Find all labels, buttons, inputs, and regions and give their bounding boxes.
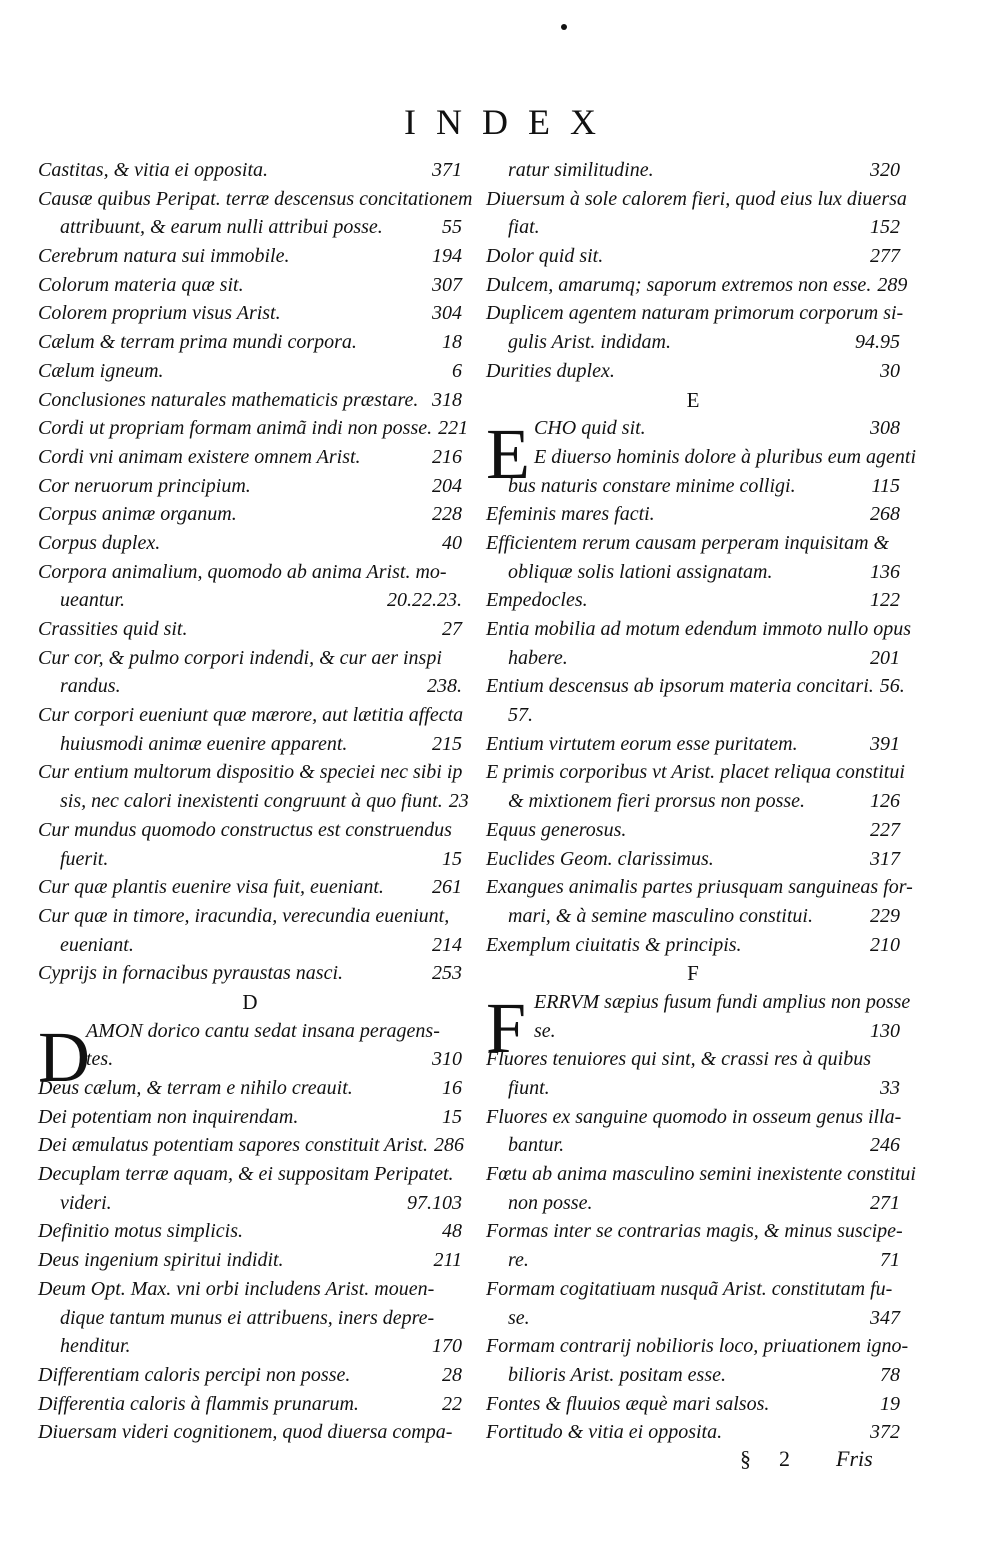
entry-text: fiunt.: [508, 1077, 550, 1099]
entry-text: eueniant.: [60, 933, 134, 956]
entry-text: Euclides Geom. clarissimus.: [486, 847, 714, 870]
page-reference: 126: [870, 790, 900, 813]
entry-text: Equus generosus.: [486, 818, 627, 841]
index-entry: [38, 701, 462, 730]
index-entry: [38, 816, 462, 845]
page-reference: 215: [432, 732, 462, 755]
entry-text: Colorum materia quæ sit.: [38, 273, 244, 296]
index-entry: [38, 672, 462, 701]
entry-text: & mixtionem fieri prorsus non posse.: [508, 790, 806, 813]
page-reference: 78: [880, 1363, 900, 1386]
index-entry: [38, 299, 462, 328]
index-entry: [38, 500, 462, 529]
page-reference: 210: [870, 933, 900, 956]
entry-text: fuerit.: [60, 847, 109, 870]
entry-text: se.: [508, 1306, 530, 1329]
index-entry: [38, 529, 462, 558]
index-entry: [486, 1103, 900, 1132]
page-reference: 214: [432, 933, 462, 956]
section-letter-heading: [486, 959, 900, 988]
entry-text: Empedocles.: [486, 589, 588, 612]
index-entry: [486, 931, 900, 960]
index-entry: [486, 1217, 903, 1246]
index-entry: [486, 472, 900, 501]
page-reference: 33: [880, 1077, 900, 1099]
entry-text: Castitas, & vitia ei opposita.: [38, 159, 269, 181]
index-entry: [38, 845, 462, 874]
entry-text: tes.: [86, 1048, 114, 1071]
page-reference: 71: [880, 1249, 900, 1272]
index-entry: [38, 1074, 462, 1103]
entry-text: CHO quid sit.: [534, 417, 646, 440]
entry-text: Cælum igneum.: [38, 359, 164, 382]
entry-text: Fortitudo & vitia ei opposita.: [486, 1421, 723, 1444]
entry-text: bantur.: [508, 1134, 565, 1157]
page-reference: 391: [870, 732, 900, 755]
page-reference: 22: [442, 1392, 462, 1415]
index-entry: [486, 672, 905, 701]
drop-cap: E: [486, 414, 530, 495]
page-reference: 56.: [879, 675, 905, 698]
index-entry: [486, 1418, 900, 1447]
entry-text: Entium descensus ab ipsorum materia concitari.: [486, 675, 874, 698]
page-reference: 23: [448, 790, 469, 813]
index-entry: [486, 328, 900, 357]
page-reference: 229: [870, 904, 900, 927]
page-reference: 304: [432, 302, 462, 325]
index-entry: [486, 1131, 900, 1160]
entry-text: Formam contrarij nobilioris loco, priuationem igno-: [486, 1335, 909, 1358]
entry-text: Corpus duplex.: [38, 531, 161, 554]
page-reference: 115: [871, 474, 900, 497]
index-entry: [486, 1390, 900, 1419]
index-entry: [38, 386, 462, 415]
entry-text: Colorem proprium visus Arist.: [38, 302, 281, 325]
index-entry: [38, 1390, 462, 1419]
page-reference: 152: [870, 216, 900, 239]
entry-text: Formas inter se contrarias magis, & minus suscipe-: [486, 1220, 903, 1243]
page-reference: 6: [452, 359, 462, 382]
page-reference: 246: [870, 1134, 900, 1157]
drop-cap: D: [38, 1016, 90, 1097]
index-entry: [486, 1045, 900, 1074]
index-entry: [486, 1332, 909, 1361]
entry-text: randus.: [60, 675, 121, 698]
page-reference: 318: [432, 388, 462, 411]
index-entry: [486, 1189, 900, 1218]
index-entry: [486, 730, 900, 759]
page-reference: 372: [870, 1421, 900, 1444]
page-reference: 307: [432, 273, 462, 296]
index-entry: [38, 1275, 462, 1304]
entry-text: Fluores ex sanguine quomodo in osseum genus illa-: [486, 1105, 902, 1128]
page-reference: 261: [432, 876, 462, 899]
entry-text: Cordi ut propriam formam animã indi non posse.: [38, 417, 433, 440]
entry-text: Fontes & fluuios æquè mari salsos.: [486, 1392, 770, 1415]
entry-text: Decuplam terræ aquam, & ei suppositam Peripatet.: [38, 1163, 454, 1186]
index-entry: [38, 242, 462, 271]
index-entry: [486, 615, 911, 644]
index-entry: [38, 586, 462, 615]
entry-text: ueantur.: [60, 589, 125, 612]
index-entry: [486, 1160, 916, 1189]
index-entry: [38, 902, 462, 931]
index-entry: [486, 1074, 900, 1103]
entry-text: Definitio motus simplicis.: [38, 1220, 243, 1243]
index-entry: [486, 586, 900, 615]
entry-text: attribuunt, & earum nulli attribui posse.: [60, 216, 383, 239]
index-entry: [38, 931, 462, 960]
entry-text: Efeminis mares facti.: [486, 503, 655, 526]
index-entry: [38, 357, 462, 386]
page-reference: 204: [432, 474, 462, 497]
page-reference: 136: [870, 560, 900, 583]
index-entry: [486, 701, 900, 730]
page-reference: 289: [877, 273, 908, 296]
entry-text: Fœtu ab anima masculino semini inexistente constitui: [486, 1163, 916, 1186]
entry-text: Diuersam videri cognitionem, quod diuersa compa-: [38, 1421, 453, 1444]
page-reference: 94.95: [855, 331, 900, 354]
entry-text: Cur quæ plantis euenire visa fuit, eueniant.: [38, 876, 384, 899]
page-reference: 310: [432, 1048, 462, 1071]
index-entry: [38, 1160, 462, 1189]
entry-text: E primis corporibus vt Arist. placet reliqua constitui: [486, 761, 905, 784]
page-title: INDEX: [404, 102, 616, 142]
page-reference: 277: [870, 245, 900, 268]
entry-text: Deus ingenium spiritui indidit.: [38, 1249, 284, 1272]
entry-text: Cælum & terram prima mundi corpora.: [38, 331, 357, 354]
index-entry: [38, 271, 462, 300]
signature-mark: [740, 1446, 818, 1472]
entry-text: 57.: [508, 704, 533, 727]
entry-text: E: [686, 387, 700, 412]
index-entry: [38, 1189, 462, 1218]
index-entry: [38, 1361, 462, 1390]
index-entry: [38, 156, 462, 185]
entry-text: Efficientem rerum causam perperam inquisitam &: [486, 531, 890, 554]
index-entry: [38, 1332, 462, 1361]
entry-text: Cur cor, & pulmo corpori indendi, & cur aer inspi: [38, 646, 442, 669]
page-reference: 268: [870, 503, 900, 526]
index-entry: [38, 644, 462, 673]
index-entry: [38, 787, 469, 816]
section-letter-heading: [486, 386, 900, 415]
page-reference: 227: [870, 818, 900, 841]
left-column: [38, 156, 473, 1447]
entry-text: henditur.: [60, 1335, 131, 1358]
entry-text: Cur corpori eueniunt quæ mærore, aut lætitia affecta: [38, 704, 464, 727]
page-reference: 221: [438, 417, 469, 440]
entry-text: D: [242, 989, 258, 1014]
page-reference: 97.103: [407, 1191, 462, 1214]
index-entry: [38, 615, 462, 644]
index-entry: [38, 213, 462, 242]
entry-text: mari, & à semine masculino constitui.: [508, 904, 813, 927]
index-entry: [38, 328, 462, 357]
index-entry: [486, 213, 900, 242]
entry-text: Corpora animalium, quomodo ab anima Arist. mo-: [38, 560, 447, 583]
entry-text: obliquæ solis lationi assignatam.: [508, 560, 773, 583]
index-entry: [486, 1275, 900, 1304]
entry-text: Differentia caloris à flammis prunarum.: [38, 1392, 359, 1415]
entry-text: F: [687, 961, 699, 986]
entry-text: huiusmodi animæ euenire apparent.: [60, 732, 348, 755]
page-reference: 130: [870, 1019, 900, 1042]
page-reference: 253: [432, 962, 462, 985]
index-entry: [486, 443, 917, 472]
index-entry: [38, 1304, 462, 1333]
entry-text: Dolor quid sit.: [486, 245, 604, 268]
page-reference: 27: [442, 618, 462, 640]
entry-text: Causæ quibus Peripat. terræ descensus concitationem: [38, 187, 473, 210]
index-entry: [486, 845, 900, 874]
signature-symbol: §: [740, 1446, 751, 1471]
entry-text: ERRVM sæpius fusum fundi amplius non posse: [534, 990, 911, 1013]
index-entry: [486, 758, 905, 787]
entry-text: Differentiam caloris percipi non posse.: [38, 1363, 351, 1386]
entry-text: AMON dorico cantu sedat insana peragens-: [86, 1019, 440, 1042]
page-reference: 238.: [427, 675, 462, 698]
page-reference: 317: [870, 847, 900, 870]
index-entry: [486, 1017, 900, 1046]
entry-text: bus naturis constare minime colligi.: [508, 474, 796, 497]
page-reference: 194: [432, 245, 462, 268]
page-reference: 201: [870, 646, 900, 669]
index-entry: [486, 873, 913, 902]
entry-text: E diuerso hominis dolore à pluribus eum agenti: [534, 445, 917, 468]
page-reference: 271: [870, 1191, 900, 1214]
entry-text: habere.: [508, 646, 568, 669]
entry-text: Durities duplex.: [486, 359, 615, 382]
index-entry: [486, 500, 900, 529]
section-letter-heading: [38, 988, 462, 1017]
page-reference: 28: [442, 1363, 462, 1386]
page-reference: 19: [880, 1392, 900, 1415]
page-reference: 18: [442, 331, 462, 354]
entry-text: Conclusiones naturales mathematicis præstare.: [38, 388, 419, 411]
index-entry: [38, 414, 469, 443]
page-reference: 308: [870, 417, 900, 440]
entry-text: Cor neruorum principium.: [38, 474, 251, 497]
index-entry: [38, 730, 462, 759]
catchword: Fris: [836, 1446, 873, 1471]
index-entry: [38, 873, 462, 902]
page-reference: 15: [442, 1105, 462, 1128]
entry-text: Crassities quid sit.: [38, 618, 188, 640]
index-entry: [486, 1304, 900, 1333]
entry-text: re.: [508, 1249, 529, 1272]
index-entry: [486, 529, 900, 558]
index-entry: [486, 644, 900, 673]
entry-text: Cyprijs in fornacibus pyraustas nasci.: [38, 962, 344, 985]
page-reference: 55: [442, 216, 462, 239]
index-entry: [38, 1131, 465, 1160]
entry-text: Entia mobilia ad motum edendum immoto nullo opus: [486, 618, 911, 640]
entry-text: dique tantum munus ei attribuens, iners depre-: [60, 1306, 435, 1329]
entry-text: Dei æmulatus potentiam sapores constituit Arist.: [38, 1134, 429, 1157]
index-entry: [486, 816, 900, 845]
index-entry: [38, 185, 473, 214]
index-entry: [486, 242, 900, 271]
entry-text: Corpus animæ organum.: [38, 503, 237, 526]
entry-text: se.: [534, 1019, 556, 1042]
entry-text: Cordi vni animam existere omnem Arist.: [38, 445, 361, 468]
index-entry: [38, 472, 462, 501]
index-entry: [486, 1361, 900, 1390]
entry-text: Duplicem agentem naturam primorum corporum si-: [486, 302, 904, 325]
page-reference: 48: [442, 1220, 462, 1243]
entry-text: Cur mundus quomodo constructus est construendus: [38, 818, 452, 841]
entry-text: Deum Opt. Max. vni orbi includens Arist. mouen-: [38, 1277, 435, 1300]
index-entry: [38, 1418, 462, 1447]
page-reference: 286: [434, 1134, 465, 1157]
page-reference: 211: [433, 1249, 462, 1272]
entry-text: Formam cogitatiuam nusquã Arist. constitutam fu-: [486, 1277, 893, 1300]
index-entry: [38, 443, 462, 472]
page-reference: 228: [432, 503, 462, 526]
index-entry: [486, 271, 908, 300]
signature-number: 2: [779, 1446, 790, 1471]
entry-text: Entium virtutem eorum esse puritatem.: [486, 732, 798, 755]
page-reference: 170: [432, 1335, 462, 1358]
page-reference: 347: [870, 1306, 900, 1329]
index-entry: [38, 1103, 462, 1132]
page-reference: 15: [442, 847, 462, 870]
entry-text: fiat.: [508, 216, 540, 239]
entry-text: sis, nec calori inexistenti congruunt à quo fiunt.: [60, 790, 443, 813]
entry-text: Exemplum ciuitatis & principis.: [486, 933, 742, 956]
entry-text: Cur entium multorum dispositio & speciei nec sibi ip: [38, 761, 463, 784]
index-entry: [38, 1045, 462, 1074]
right-column: [486, 156, 917, 1447]
index-entry: [486, 299, 904, 328]
index-entry: [486, 787, 900, 816]
entry-text: bilioris Arist. positam esse.: [508, 1363, 726, 1386]
ink-dot: [561, 24, 567, 30]
index-entry: [486, 1246, 900, 1275]
page-reference: 122: [870, 589, 900, 612]
entry-text: Dei potentiam non inquirendam.: [38, 1105, 299, 1128]
entry-text: videri.: [60, 1191, 112, 1214]
index-entry: [486, 156, 900, 185]
index-entry: [486, 185, 907, 214]
entry-text: Exangues animalis partes priusquam sanguineas for-: [486, 876, 913, 899]
index-entry: [38, 959, 462, 988]
entry-text: gulis Arist. indidam.: [508, 331, 671, 354]
index-entry: [38, 1246, 462, 1275]
page-reference: 216: [432, 445, 462, 468]
index-entry: [486, 902, 900, 931]
entry-text: Cur quæ in timore, iracundia, verecundia eueniunt,: [38, 904, 450, 927]
page-reference: 20.22.23.: [387, 589, 462, 612]
page-reference: 16: [442, 1077, 462, 1099]
index-entry: [38, 758, 462, 787]
entry-text: Diuersum à sole calorem fieri, quod eius lux diuersa: [486, 187, 907, 210]
entry-text: Deus cælum, & terram e nihilo creauit.: [38, 1077, 353, 1099]
index-entry: [38, 558, 462, 587]
page-reference: 30: [880, 359, 900, 382]
page-reference: 320: [870, 159, 900, 181]
entry-text: Dulcem, amarumq; saporum extremos non esse.: [486, 273, 872, 296]
entry-text: non posse.: [508, 1191, 593, 1214]
index-entry: [38, 1217, 462, 1246]
page-reference: 371: [432, 159, 462, 181]
page-reference: 40: [442, 531, 462, 554]
drop-cap: F: [486, 987, 527, 1068]
index-entry: [486, 558, 900, 587]
entry-text: Fluores tenuiores qui sint, & crassi res à quibus: [486, 1048, 871, 1071]
entry-text: Cerebrum natura sui immobile.: [38, 245, 290, 268]
entry-text: ratur similitudine.: [508, 159, 654, 181]
index-entry: [486, 357, 900, 386]
